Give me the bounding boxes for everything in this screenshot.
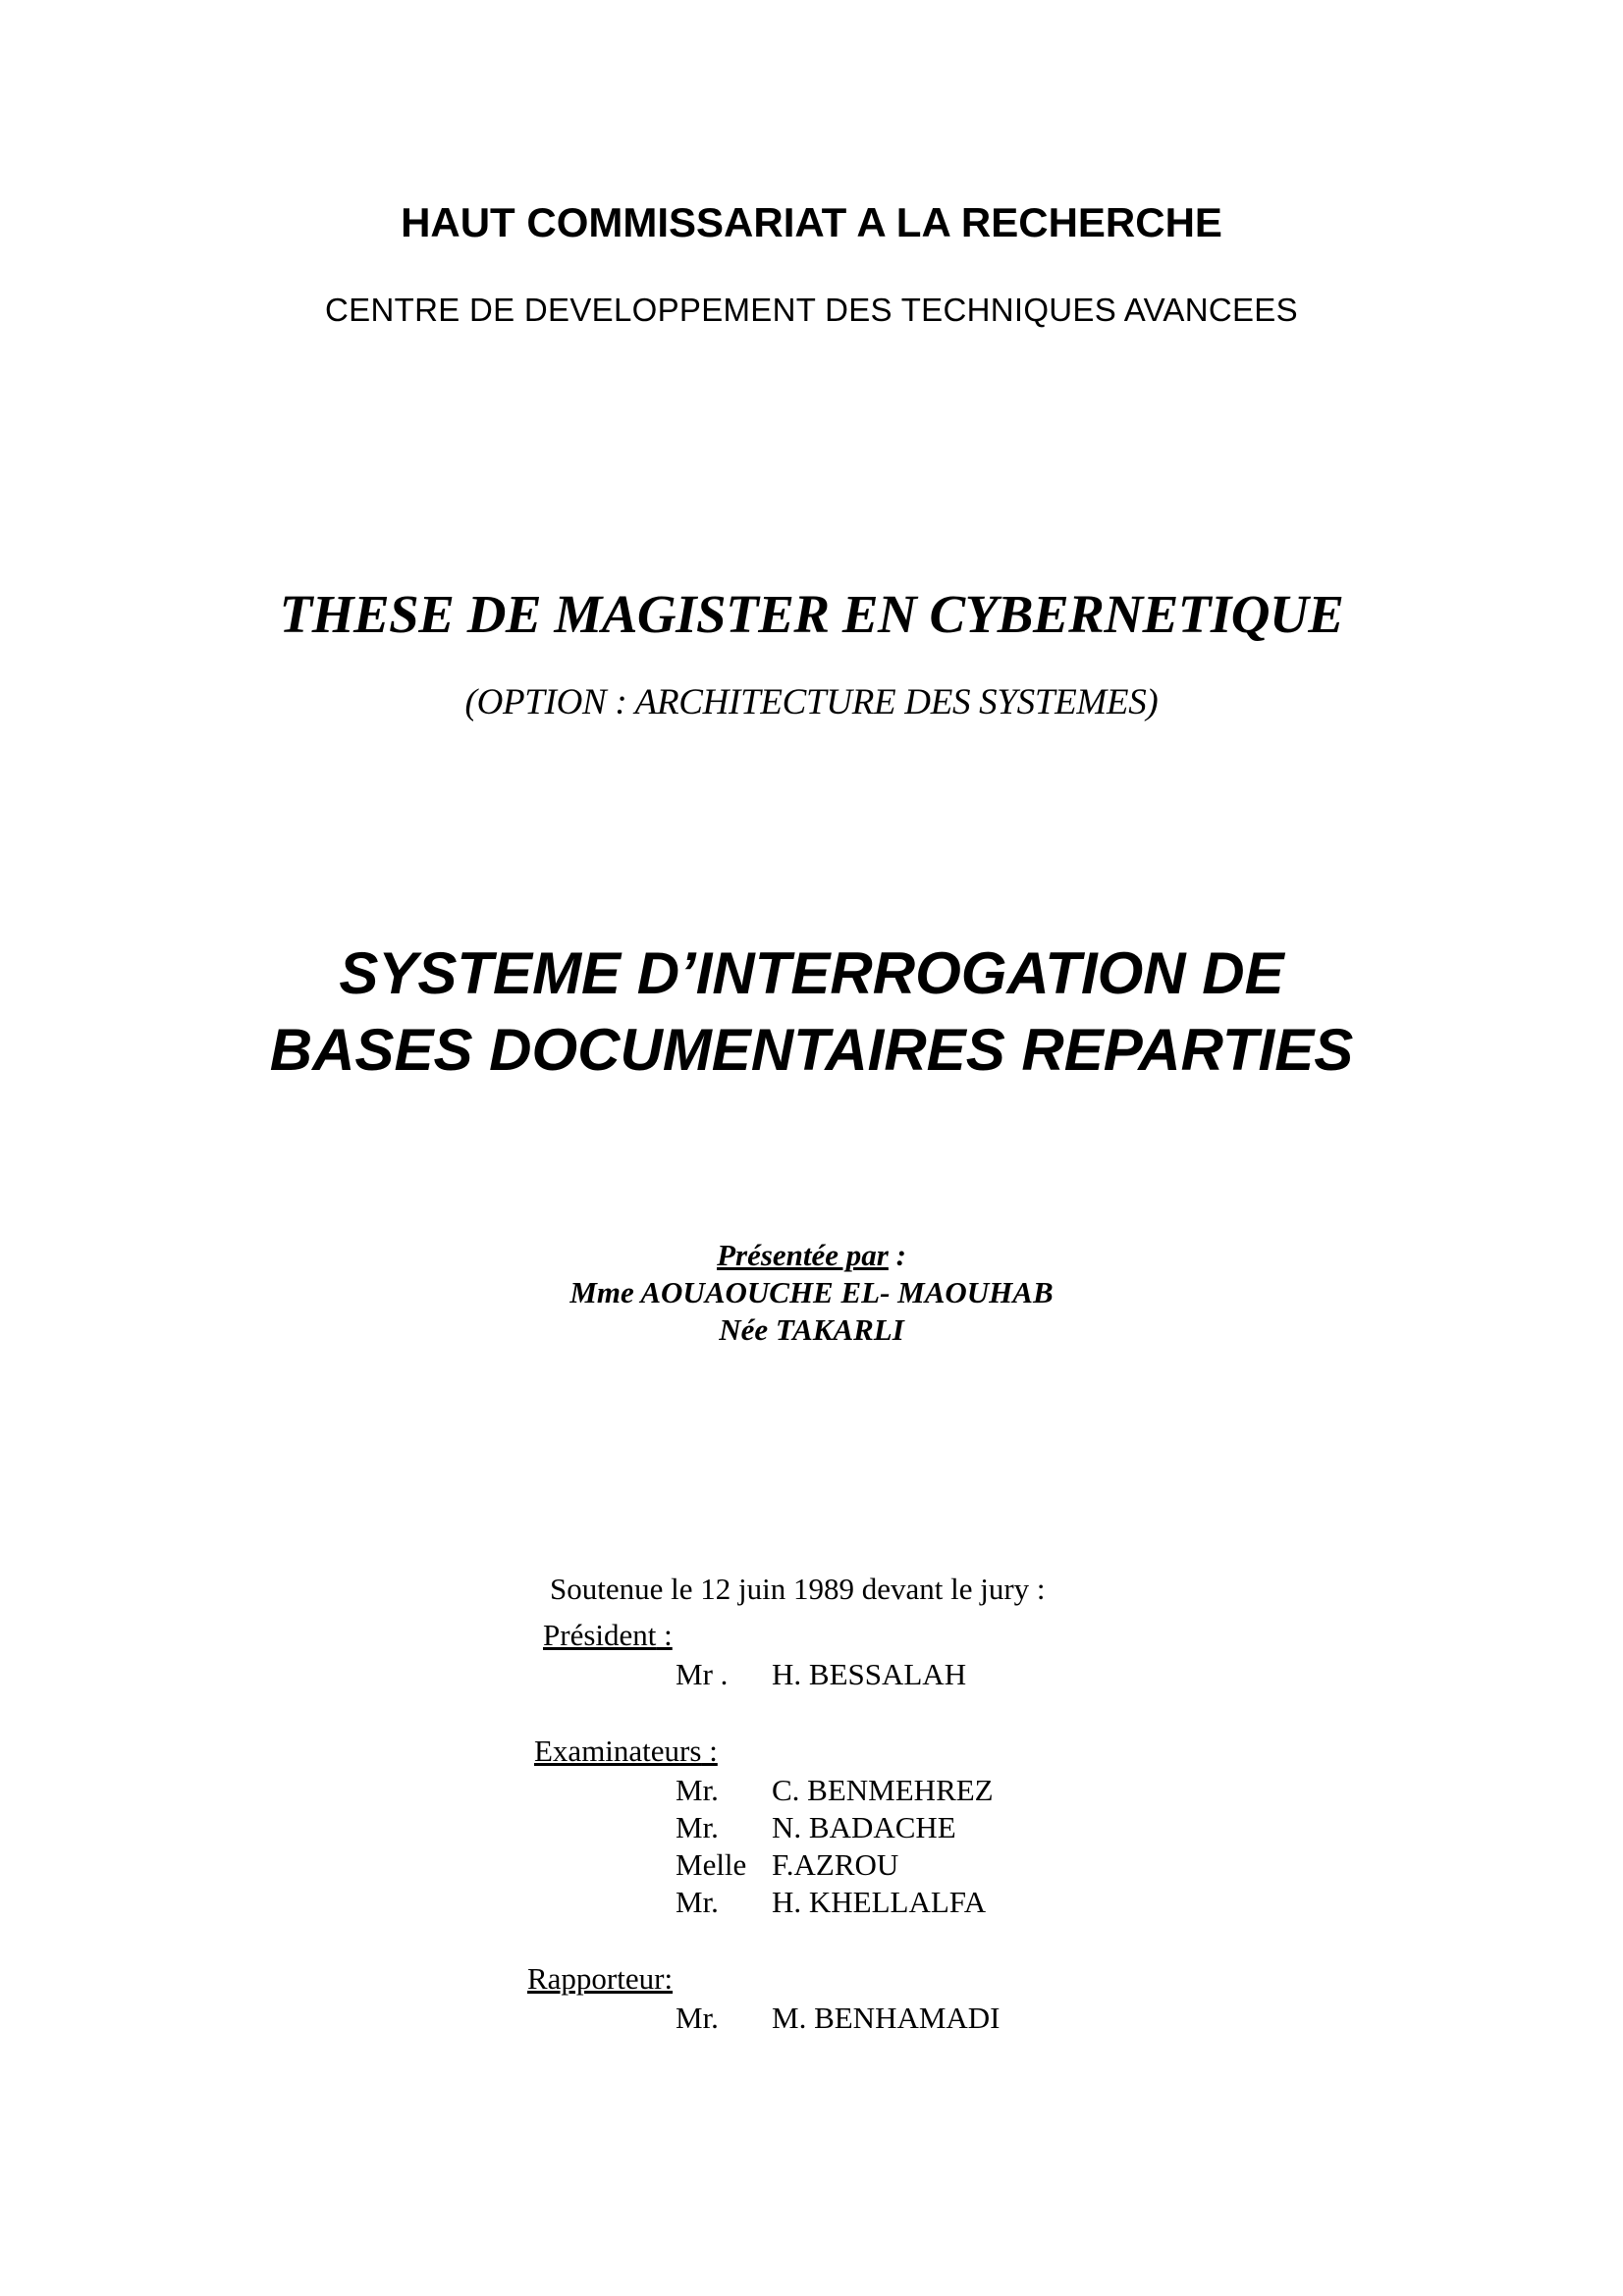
member-name: F.AZROU: [772, 1847, 899, 1882]
examiners-label-text: Examinateurs: [534, 1734, 702, 1768]
president-label-colon: :: [656, 1618, 673, 1652]
rapporteur-label: Rapporteur:: [527, 1961, 674, 1996]
thesis-option: (OPTION : ARCHITECTURE DES SYSTEMES): [464, 682, 1159, 722]
member-title: Mr.: [676, 2001, 719, 2035]
member-title: Mr.: [676, 1773, 719, 1807]
presented-by-block: [0, 1237, 1623, 1349]
jury-member: [676, 1809, 956, 1846]
thesis-type: THESE DE MAGISTER EN CYBERNETIQUE: [279, 584, 1344, 644]
jury-member: [676, 1656, 966, 1693]
president-label: [543, 1616, 673, 1655]
thesis-title-line-2: BASES DOCUMENTAIRES REPARTIES: [269, 1017, 1354, 1083]
examiners-label-colon: :: [701, 1734, 718, 1768]
member-name: N. BADACHE: [772, 1810, 956, 1844]
jury-member: [676, 1884, 986, 1921]
research-center-name: CENTRE DE DEVELOPPEMENT DES TECHNIQUES AVANCEES: [325, 292, 1298, 328]
member-title: Mr.: [676, 1810, 719, 1844]
member-name: H. KHELLALFA: [772, 1885, 987, 1919]
thesis-title-line-1: SYSTEME D’INTERROGATION DE: [339, 940, 1284, 1006]
presented-by-label: Présentée par: [717, 1238, 889, 1272]
member-title: Mr.: [676, 1885, 719, 1919]
defense-statement: Soutenue le 12 juin 1989 devant le jury :: [550, 1572, 1046, 1606]
member-title: Mr .: [676, 1657, 729, 1691]
member-title: Melle: [676, 1847, 747, 1882]
member-name: M. BENHAMADI: [772, 2001, 1001, 2035]
author-maiden-name: Née TAKARLI: [719, 1312, 904, 1347]
jury-member: [676, 2000, 1001, 2037]
member-name: C. BENMEHREZ: [772, 1773, 994, 1807]
institution-name: HAUT COMMISSARIAT A LA RECHERCHE: [401, 199, 1222, 245]
author-name: Mme AOUAOUCHE EL- MAOUHAB: [569, 1275, 1054, 1309]
presented-by-colon: :: [888, 1238, 906, 1272]
presented-by-line: [0, 1237, 1623, 1274]
jury-member: [676, 1846, 898, 1884]
thesis-title: [0, 935, 1623, 1089]
jury-member: [676, 1772, 994, 1809]
president-label-text: Président: [543, 1618, 657, 1652]
examiners-label: [534, 1732, 718, 1771]
member-name: H. BESSALAH: [772, 1657, 967, 1691]
